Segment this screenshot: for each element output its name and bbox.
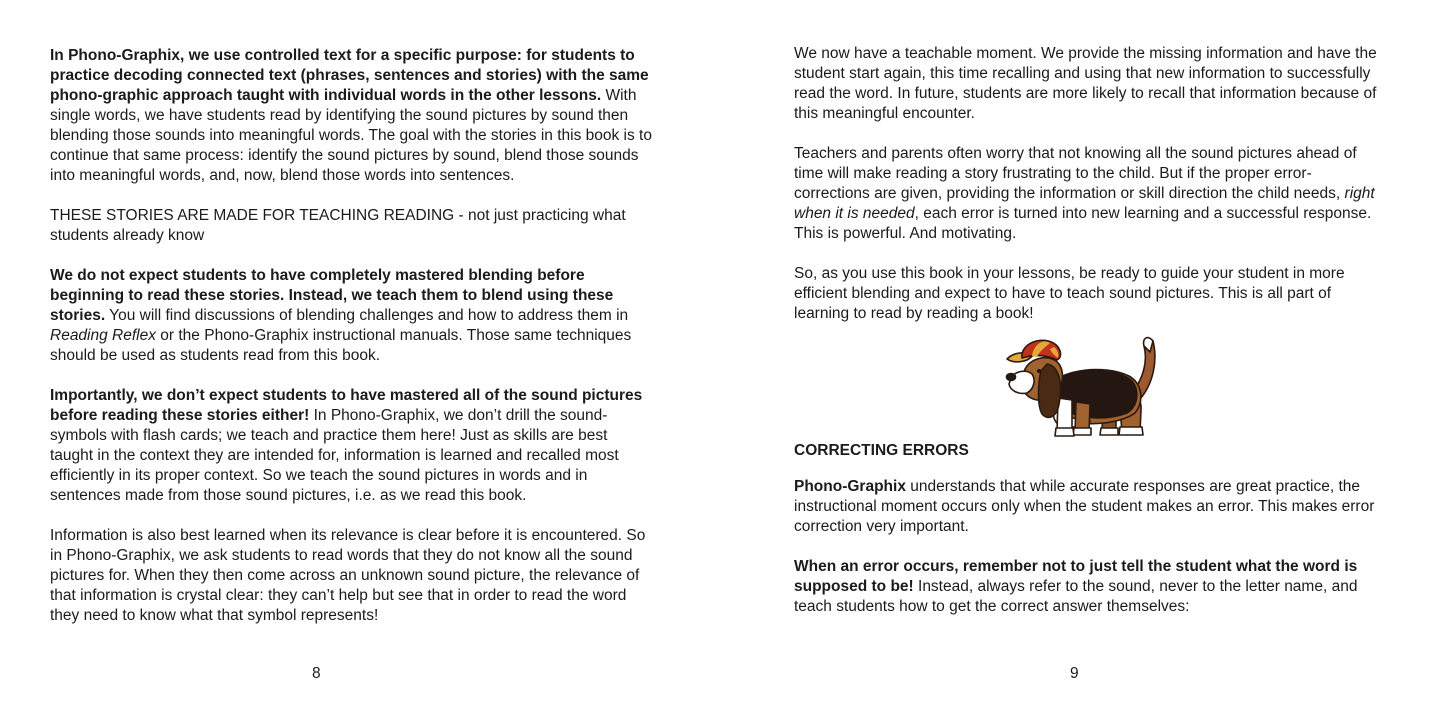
text-run-italic: Reading Reflex bbox=[50, 327, 156, 344]
paragraph bbox=[50, 266, 654, 366]
text-run-regular: Teachers and parents often worry that not knowing all the sound pictures ahead of time will make reading a story frustrating to the child. But if the proper error-corrections are given, providing the information or skill direction the child needs, bbox=[794, 145, 1357, 202]
text-run-bold: When an error occurs, remember not to just tell the student what the word is supposed to be! bbox=[794, 558, 1358, 595]
text-run-bold: In Phono-Graphix, we use controlled text for a specific purpose: for students to practice decoding connected text (phrases, sentences and stories) with the same phono-graphic approach taught with individual words in the other lessons. bbox=[50, 47, 649, 104]
page-9-text-column-bottom bbox=[794, 477, 1386, 617]
basset-hound-icon bbox=[1002, 328, 1187, 448]
page-8-text-column bbox=[50, 46, 654, 626]
text-run-regular: We now have a teachable moment. We provide the missing information and have the student start again, this time recalling and using that new information to successfully read the word. In future, students are more likely to recall that information because of this meaningful encounter. bbox=[794, 45, 1377, 122]
page-number-left: 8 bbox=[312, 665, 321, 682]
text-run-regular: or the Phono-Graphix instructional manuals. Those same techniques should be used as students read from this book. bbox=[50, 327, 632, 364]
text-run-regular: In Phono-Graphix, we don’t drill the sound-symbols with flash cards; we teach and practice them here! Just as skills are best taught in the context they are intended for, information is learned and recalled most efficiently in its proper context. So we teach the sound pictures in words and in sentences made from those sound pictures, i.e. as we read this book. bbox=[50, 407, 619, 504]
paragraph bbox=[794, 44, 1384, 124]
text-run-regular: Instead, always refer to the sound, never to the letter name, and teach students how to get the correct answer themselves: bbox=[794, 578, 1358, 615]
text-run-bold: Phono-Graphix bbox=[794, 478, 906, 495]
section-heading-correcting-errors: CORRECTING ERRORS bbox=[794, 442, 969, 459]
text-run-regular: With single words, we have students read by identifying the sound pictures by sound then blending those sounds into meaningful words. The goal with the stories in this book is to continue that same process: identify the sound pictures by sound, blend those sounds into meaningful words, and, now, blend those words into sentences. bbox=[50, 87, 652, 184]
text-run-italic: right when it is needed bbox=[794, 185, 1375, 222]
text-run-regular: , each error is turned into new learning and a successful response. This is powerful. And motivating. bbox=[794, 205, 1372, 242]
text-run-regular: Information is also best learned when its relevance is clear before it is encountered. So in Phono-Graphix, we ask students to read words that they do not know all the sound pictures for. When they then come across an unknown sound picture, the relevance of that information is crystal clear: they can’t help but see that in order to read the word they need to know what that symbol represents! bbox=[50, 527, 646, 624]
paragraph bbox=[50, 46, 654, 186]
paragraph bbox=[50, 206, 654, 246]
page-9-text-column-top bbox=[794, 44, 1384, 324]
text-run-regular: understands that while accurate responses are great practice, the instructional moment occurs only when the student makes an error. This makes error correction very important. bbox=[794, 478, 1375, 535]
paragraph bbox=[50, 526, 654, 626]
text-run-regular: THESE STORIES ARE MADE FOR TEACHING READING - not just practicing what students already know bbox=[50, 207, 626, 244]
text-run-regular: You will find discussions of blending challenges and how to address them in bbox=[105, 307, 629, 324]
page-number-right: 9 bbox=[1070, 665, 1079, 682]
paragraph bbox=[794, 144, 1384, 244]
text-run-bold: Importantly, we don’t expect students to have mastered all of the sound pictures before reading these stories either! bbox=[50, 387, 643, 424]
paragraph bbox=[50, 386, 654, 506]
paragraph bbox=[794, 264, 1384, 324]
basset-hound-illustration bbox=[1002, 328, 1187, 448]
text-run-regular: So, as you use this book in your lessons, be ready to guide your student in more efficient blending and expect to have to teach sound pictures. This is all part of learning to read by reading a book! bbox=[794, 265, 1345, 322]
text-run-bold: We do not expect students to have completely mastered blending before beginning to read these stories. Instead, we teach them to blend using these stories. bbox=[50, 267, 614, 324]
paragraph bbox=[794, 557, 1386, 617]
paragraph bbox=[794, 477, 1386, 537]
